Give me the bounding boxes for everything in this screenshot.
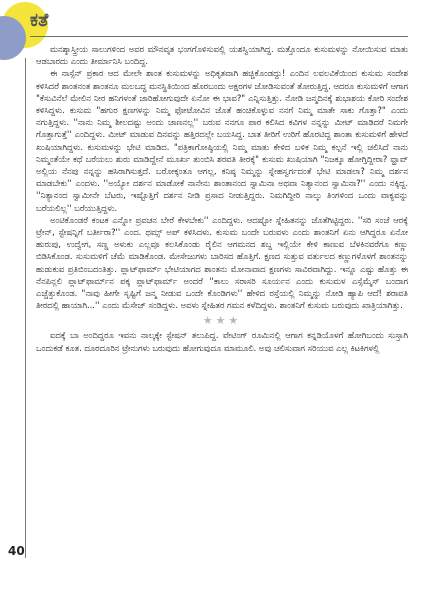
paragraph: ಮನಶ್ಶಾಸ್ತ್ರೀಯ ಸಾಲುಗಳಿಂದ ಅವರ ಮೌನವೃತ ಭಂಗಗೊಳಿಸುವಲ್ಲಿ ಯಶಸ್ವಿಯಾಗಿದ್ದ. ಮತ್ತೊಂದೂ ಕುಸುಮಳನ್ನು ನೋಯಿಸುವ ಮಾತು ಆಡಬಾರದು ಎಂದು ತೀರ್ಮಾನಿಸಿ ಬಂದಿದ್ದ. (36, 44, 408, 67)
header-divider (30, 36, 408, 37)
story-body (36, 43, 408, 354)
paragraph: ಐದಕ್ಕೆ ಬಾ ಅಂದಿದ್ದರೂ ಇವನು ನಾಲ್ಕಕ್ಕೇ ಸ್ಟೇಷನ್ ತಲುಪಿದ್ದ. ವೇಟಿಂಗ್ ರೂಮಿನಲ್ಲಿ ಆಗಾಗ ಕನ್ನಡಿಯೊಳಗೆ ಹೋಗಿಬಂದು ಸುಸ್ತಾಗಿ ಒಂದುಕಡೆ ಕೂತ. ದೂರದೂರಿನ ಟ್ರೇನುಗಳು ಬರುವುದು ಹೋಗುವುದೂ ಮಾಮೂಲಿ. ಅವು ಚಲಿಸುವಾಗ ಸರಿಯುವ ಎಲ್ಲ ಕಿಟಕಿಗಳಲ್ಲಿ (36, 330, 408, 353)
left-margin-rule (25, 58, 26, 558)
section-separator: ★★★ (202, 314, 242, 328)
paragraph: ಅಂಟಿಕೊಂಡರೆ ಕಂಟಕ ಎನ್ನೋ ಪ್ರವಚನ ಬೇರೆ ಕೇಳಬೇಕು'' ಎಂದಿದ್ದಳು. ಆದಷ್ಟೋ ಸ್ನೇಹಿತನನ್ನು ಜೊತೆಗಿಟ್ಟಿದ್ದರು. ''ಸರಿ ಸಂಜೆ ಆರಕ್ಕೆ ಟ್ರೇನ್, ಸ್ಟೇಷನ್ನಿಗೆ ಬರ್ತೀರಾ?'' ಎಂದ. ಥಮ್ಸ್ ಅಪ್ ಕಳಿಸಿದಳು. ಕುಸುಮ ಬಂದೇ ಬರುವಳು ಎಂದು ಶಾಂತನಿಗೆ ಏನು ಆಗಿದ್ದರೂ ಏನೋ ಹುರುಪು, ಉದ್ವೇಗ, ಸಣ್ಣ ಅಳುಕು ಎಲ್ಲವೂ ಕಲಸಿಕೊಂಡು ರೈಲಿನ ಆಗಮನದ ಶಬ್ದ ಇಲ್ಲಿಯೇ ಕೇಳಿ ಕಾಣುವ ಬೆಳಕಿನವರೆಗೂ ಕಣ್ಣು ಬಿಡಿಸಿಕೊಂಡ. ಸುಸುಮಳಿಗೆ ಚೆಮೆ ಮಾಡಿಕೊಂಡ. ಮೇಸೇಜುಗಳು ಬಾರಿಸದ ಹೊತ್ತಿಗೆ. ಕ್ಷಣದ ಸುತ್ತುವ ವರ್ತುಲದ ಕಣ್ಣುಗಳೊಳಗೆ ಶಾಂತನನ್ನು ಹುಡುಕುವ ಪ್ರತಿಬಿಂಬದಂತಿತ್ತು. ಪ್ಲಾಟ್‌ಫಾರ್ಮ್ ಭೇಟಿಯಾಗದ ಶಾಂತನು ಮೋನಾವಾದ ಕ್ಷಣಗಳು ಸಾವಿರವಾಗಿದ್ದು. ಇನ್ನೂ ಎಷ್ಟು ಹೊತ್ತು ಈ ನೆನಪಿನ್ಲಲಿ ಪ್ಲಾಟ್‌ಫಾರ್ಮ್‌ನ ಪಕ್ಕ ಪ್ಲಾಟ್‌ಫಾರ್ಮ್ ಅಂದರೆ ''ಕಾಲು ಸರಾಸರಿ ಸೂರ್ಯನ ಎಂದು ಕುಸುಮಳ ಎಸ್ಸೆಮ್ಮೆಸ್ ಬಂದಾಗ ಎಚ್ಚೆತ್ತುಕೊಂಡ. "ನಾವು ಹೀಗೇ ಸೃಷ್ಟಿಗೆ ಜನ್ಮ ನೀಡುವ ಒಂದೇ ಕೊಂಡಿಗಳು'' ಹೇಳಿದ ರಸ್ತೆಯಲ್ಲಿ ನಿಮ್ಮನ್ನು ನೋಡಿ ಹ್ಯಾಪಿ ಆದೆ! ಶರಾವತಿ ತೀರದಲ್ಲಿ ಹಾಯಾಗಿ...'' ಎಂದು ಮೆಸೇಜ್ ಸಂಡಿದ್ದಳು. ಅವಳು ಸ್ನೇಹಿತರ ಗಮನ ಕಳೆದಿದ್ದಳು. ಶಾಂತನಿಗೆ ಕುಸುಮ ಬರುವುದು ಖಾತ್ರಿಯಾಗಿತ್ತು. (36, 214, 408, 311)
paragraph: ಈ ನಾಸ್ಸೆನ್ ಪ್ರಕಾರ ಆದ ಮೇಲೇ ಶಾಂತ ಕುಸುಮಳನ್ನು ಅಧಿಕೃತವಾಗಿ ಹಚ್ಚಿಕೊಂಡದ್ದು! ಎಂದಿನ ಲವಲವಿಕೆಯಿಂದ ಕುಸುಮ ಸಂದೇಶ ಕಳಿಸಿದರೆ ಶಾಂತನಂತ ಶಾಂತನೂ ಮಲಬದ್ಧ ಮನಸ್ಥಿತಿಯಿಂದ ಹೊರಬಂದು ಅಕ್ಷರಗಳ ಜೋಡಿಸುವಂತೆ ತೋರುತ್ತಿದ್ದ. ಆದರೂ ಕುಸುಮಳಿಗೆ ಆಗಾಗ "ಕೆಸುವಿನೆಲೆ ಮೇಲಿನ ನೀರ ಹನಿಗಳಂತೆ ಜಾರಿಹೋಗುವುದೇ ಏನೋ ಈ ಭಾವ?" ಎನ್ನಿಸುತ್ತಿತ್ತು. ನೋಡಿ ಜನ್ಮದಿನಕ್ಕೆ ಶುಭಾಶಯ ಕೋರಿ ಸಂದೇಶ ಕಳಿಸಿದ್ದಳು. ಕುಸುಮ "ಹಗುರ ಕ್ಷಣಗಳನ್ನು ನಿಮ್ಮ ಫೋಟೋವಿನ ಜೊತೆ ಹಂಚಿಕೊಳ್ಳುವ ನನಗೆ ನಿಮ್ಮ ಮಾತೇ ಸಾಕು ಗೊತ್ತಾ?" ಎಂದು ನಗುತ್ತಿದ್ದಳು. ''ನಾನು ನಿಮ್ಮ ಶೀಲದಷ್ಟು ಅಂದು ಜಾಣನಲ್ಲ'' ಬರುವ ನನಗೂ ಪಾಠ ಕಲಿಸಿದ ಕವಿಗಳ ನನ್ನನ್ನು ಮೀಟ್ ಮಾಡಿದರೆ ನಿಮಗೇ ಗೊತ್ತಾಗುತ್ತೆ'' ಎಂದಿದ್ದಳು. ಮೀಟ್ ಮಾಡುವ ದಿನವನ್ನು ಹತ್ತಿರದಲ್ಲೇ ಬಯಸಿದ್ದ. ಬಾತ ತೀರಿಗೆ ಉರಿಗೆ ಹೊರಟಿದ್ದ ಶಾಂತಾ ಕುಸುಮಳಿಗೆ ಹೇಳದೆ ಖುಷಿಯಾಗಿದ್ದಳು. ಕುಸುಮಳನ್ನು ಭೇಟಿ ಮಾಡಿದ. "ಪತ್ರಿಕಾಗೋಷ್ಠಿಯಲ್ಲಿ ನಿಮ್ಮ ಮಾತು ಕೇಳಿದ ಬಳಿಕ ನಿಮ್ಮ ಕಲ್ಪನೆ ಇಲ್ಲಿ ಚಲಿಸಿದೆ ನಾನು ನಿಮ್ಮಂತೆಯೇ ಕಥೆ ಬರೆಯಲು ಶುರು ಮಾಡಿದ್ದೇನೆ ಮೂರ್ಖ ತುಂಬಿಸಿ ಶರವತಿ ತೀರಕ್ಕೆ" ಕುಸುಮ ಖುಷಿಯಾಗಿ "ನಿಜಕ್ಕೂ ಹೋಗ್ತಿದ್ದೀರಾ? ವ್ಹಾವ್ ಅಲ್ಲಿಯ ನೆನಪು ನನ್ನನ್ನು ಹಸಿರಾಗಿಸುತ್ತದೆ. ಬರೋಕ್ಕಂತೂ ಆಗಲ್ಲ, ಕನಿಷ್ಠ ನಿಮ್ಮನ್ನು ಸ್ನೇಹಸ್ವರ್ಗದಂತೆ ಭೇಟಿ ಮಾಡಲಾ? ನಿಮ್ಮ ದರ್ಶನ ಮಾಡಬೇಕು'' ಎಂದಳು. ''ಅಯ್ಯೋ ದರ್ಶನ ಮಾಡೋಕೆ ನಾನೇನು ಶಾಂತಾನಂದ ಸ್ವಾಮಿನಾ ಅಥವಾ ನಿತ್ಯಾನಂದ ಸ್ವಾಮಿನಾ?'' ಎಂದು ನಕ್ಕಿದ್ದ. ''ನಿತ್ಯಾನಂದ ಸ್ವಾಮೀನೇ ಬೆಟರು, ಇಷ್ಟೊತ್ತಿಗೆ ದರ್ಶನ ನೀಡಿ ಪ್ರಸಾದ ನೀಡುತ್ತಿದ್ದರು. ನಿಮಗಿದ್ದೀರಿ ನಾಲ್ಕು ತಿಂಗಳಿಂದ ಒಂದು ವಾಕ್ಯವನ್ನು ಬರೆಯಲಿಲ್ಲ'' ಬರೆಯುತ್ತಿದ್ದಳು. (36, 68, 408, 213)
page-number: 40 (8, 544, 25, 558)
section-title: ಕತೆ (30, 10, 49, 31)
